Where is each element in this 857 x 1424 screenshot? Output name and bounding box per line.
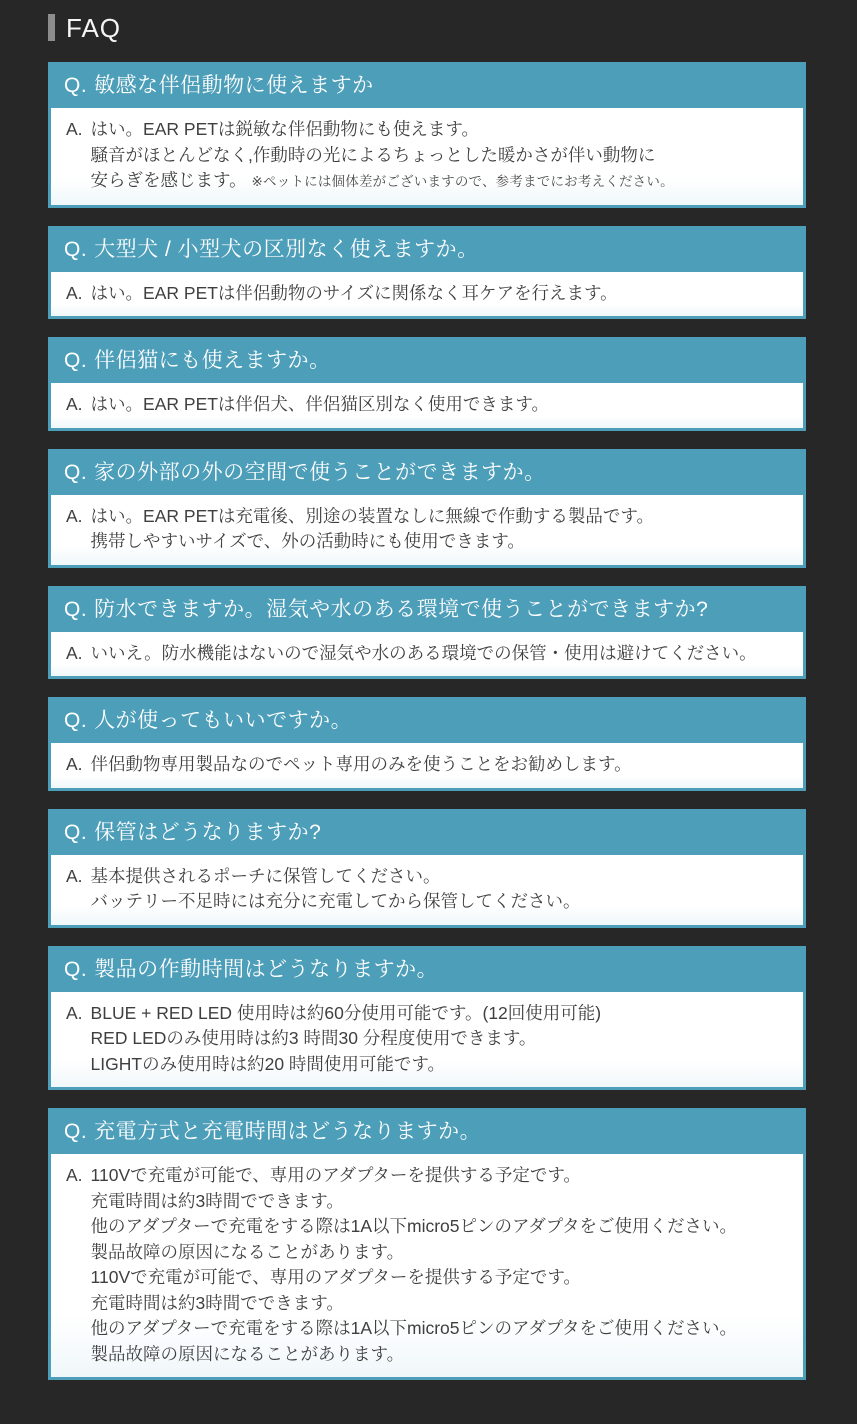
question-text: 大型犬 / 小型犬の区別なく使えますか。 (94, 237, 479, 261)
answer-text: 他のアダプターで充電をする際は1A以下micro5ピンのアダプタをご使用ください。 (90, 1318, 738, 1338)
answer-lines (91, 752, 791, 778)
answer-line (91, 641, 791, 667)
answer-prefix: A. (66, 119, 83, 139)
question-prefix: Q. (64, 820, 88, 844)
answer-text: 基本提供されるポーチに保管してください。 (90, 865, 441, 886)
question-prefix: Q. (64, 957, 88, 981)
answer-line (91, 392, 791, 418)
question-text: 敏感な伴侶動物に使えますか (94, 74, 374, 97)
faq-item (48, 62, 806, 208)
answer-line (91, 281, 791, 307)
question-prefix: Q. (64, 597, 88, 621)
question-text: 人が使ってもいいですか。 (94, 709, 353, 732)
faq-answer (51, 632, 803, 677)
answer-text: 製品故障の原因になることがあります。 (90, 1343, 405, 1364)
answer-lines (91, 864, 791, 915)
answer-line (91, 1026, 791, 1052)
question-prefix: Q. (64, 1120, 88, 1143)
question-prefix: Q. (64, 237, 88, 261)
answer-lines (91, 1163, 791, 1367)
question-text: 製品の作動時間はどうなりますか。 (94, 957, 439, 981)
answer-text: はい。EAR PETは充電後、別途の装置なしに無線で作動する製品です。 (90, 505, 655, 526)
faq-answer (51, 272, 803, 317)
answer-line (91, 864, 791, 890)
faq-question-header (51, 452, 803, 495)
faq-question-header (51, 65, 803, 108)
question-prefix: Q. (64, 460, 88, 484)
page-title-text: FAQ (66, 12, 122, 43)
faq-answer (51, 992, 803, 1088)
answer-line (91, 529, 791, 555)
answer-line (91, 1240, 791, 1266)
answer-text: 騒音がほとんどなく,作動時の光によるちょっとした暖かさが伴い動物に (90, 144, 656, 165)
faq-item (48, 586, 806, 680)
answer-prefix: A. (66, 642, 83, 663)
faq-question-header (51, 812, 803, 855)
answer-text: 製品故障の原因になることがあります。 (90, 1241, 405, 1262)
faq-item (48, 809, 806, 928)
answer-prefix: A. (66, 282, 83, 303)
faq-answer (51, 1154, 803, 1377)
page-title (48, 14, 806, 41)
answer-text: 携帯しやすいサイズで、外の活動時にも使用できます。 (90, 531, 525, 551)
answer-prefix: A. (66, 394, 83, 414)
question-prefix: Q. (64, 74, 88, 97)
answer-text: はい。EAR PETは伴侶犬、伴侶猫区別なく使用できます。 (90, 394, 550, 414)
answer-prefix: A. (66, 865, 83, 886)
answer-text: LIGHTのみ使用時は約20 時間使用可能です。 (90, 1053, 446, 1074)
answer-line (91, 143, 791, 169)
answer-prefix: A. (66, 754, 83, 774)
faq-question-header (51, 229, 803, 272)
answer-lines (91, 281, 791, 307)
faq-answer (51, 108, 803, 205)
faq-question-header (51, 340, 803, 383)
question-text: 伴侶猫にも使えますか。 (94, 349, 331, 372)
question-text: 家の外部の外の空間で使うことができますか。 (94, 460, 546, 484)
answer-text: 充電時間は約3時間でできます。 (90, 1292, 344, 1313)
faq-list (48, 62, 806, 1380)
answer-line (91, 117, 791, 143)
faq-question-header (51, 700, 803, 743)
answer-text: RED LEDのみ使用時は約3 時間30 分程度使用できます。 (90, 1028, 537, 1048)
answer-text: はい。EAR PETは鋭敏な伴侶動物にも使えます。 (90, 119, 480, 139)
faq-question-header (51, 949, 803, 992)
faq-item (48, 226, 806, 320)
answer-line (91, 1214, 791, 1240)
faq-item (48, 337, 806, 431)
answer-line (91, 1052, 791, 1078)
question-prefix: Q. (64, 349, 88, 372)
faq-item (48, 449, 806, 568)
faq-answer (51, 383, 803, 428)
faq-answer (51, 743, 803, 788)
answer-prefix: A. (66, 1002, 83, 1023)
answer-line (91, 1265, 791, 1291)
faq-question-header (51, 1111, 803, 1154)
answer-lines (91, 392, 791, 418)
faq-question-header (51, 589, 803, 632)
answer-line (91, 1163, 791, 1189)
question-text: 充電方式と充電時間はどうなりますか。 (94, 1120, 482, 1143)
answer-text: 110Vで充電が可能で、専用のアダプターを提供する予定です。 (90, 1165, 581, 1185)
answer-line (91, 752, 791, 778)
answer-line (91, 504, 791, 530)
answer-prefix: A. (66, 1165, 83, 1185)
answer-lines (91, 641, 791, 667)
faq-item (48, 697, 806, 791)
title-accent-bar (48, 14, 55, 41)
answer-note: ※ペットには個体差がございますので、参考までにお考えください。 (251, 174, 674, 189)
question-text: 保管はどうなりますか? (94, 820, 322, 844)
answer-line (91, 889, 791, 915)
answer-text: はい。EAR PETは伴侶動物のサイズに関係なく耳ケアを行えます。 (90, 282, 618, 303)
answer-text: BLUE + RED LED 使用時は約60分使用可能です。(12回使用可能) (90, 1002, 602, 1023)
answer-line (91, 1291, 791, 1317)
faq-item (48, 1108, 806, 1380)
answer-line (91, 1316, 791, 1342)
answer-text: バッテリー不足時には充分に充電してから保管してください。 (90, 891, 581, 911)
answer-line (91, 168, 791, 195)
answer-lines (91, 1001, 791, 1078)
answer-text: 110Vで充電が可能で、専用のアダプターを提供する予定です。 (90, 1267, 581, 1287)
answer-line (91, 1189, 791, 1215)
faq-answer (51, 855, 803, 925)
answer-line (91, 1342, 791, 1368)
answer-text: いいえ。防水機能はないので湿気や水のある環境での保管・使用は避けてください。 (90, 642, 757, 663)
answer-lines (91, 504, 791, 555)
faq-item (48, 946, 806, 1091)
faq-answer (51, 495, 803, 565)
answer-text: 充電時間は約3時間でできます。 (90, 1190, 344, 1211)
answer-text: 伴侶動物専用製品なのでペット専用のみを使うことをお勧めします。 (90, 754, 632, 774)
question-text: 防水できますか。湿気や水のある環境で使うことができますか? (94, 597, 709, 621)
answer-text: 他のアダプターで充電をする際は1A以下micro5ピンのアダプタをご使用ください。 (90, 1216, 738, 1236)
question-prefix: Q. (64, 709, 88, 732)
answer-line (91, 1001, 791, 1027)
answer-text: 安らぎを感じます。 (90, 170, 247, 190)
answer-prefix: A. (66, 505, 83, 526)
answer-lines (91, 117, 791, 195)
